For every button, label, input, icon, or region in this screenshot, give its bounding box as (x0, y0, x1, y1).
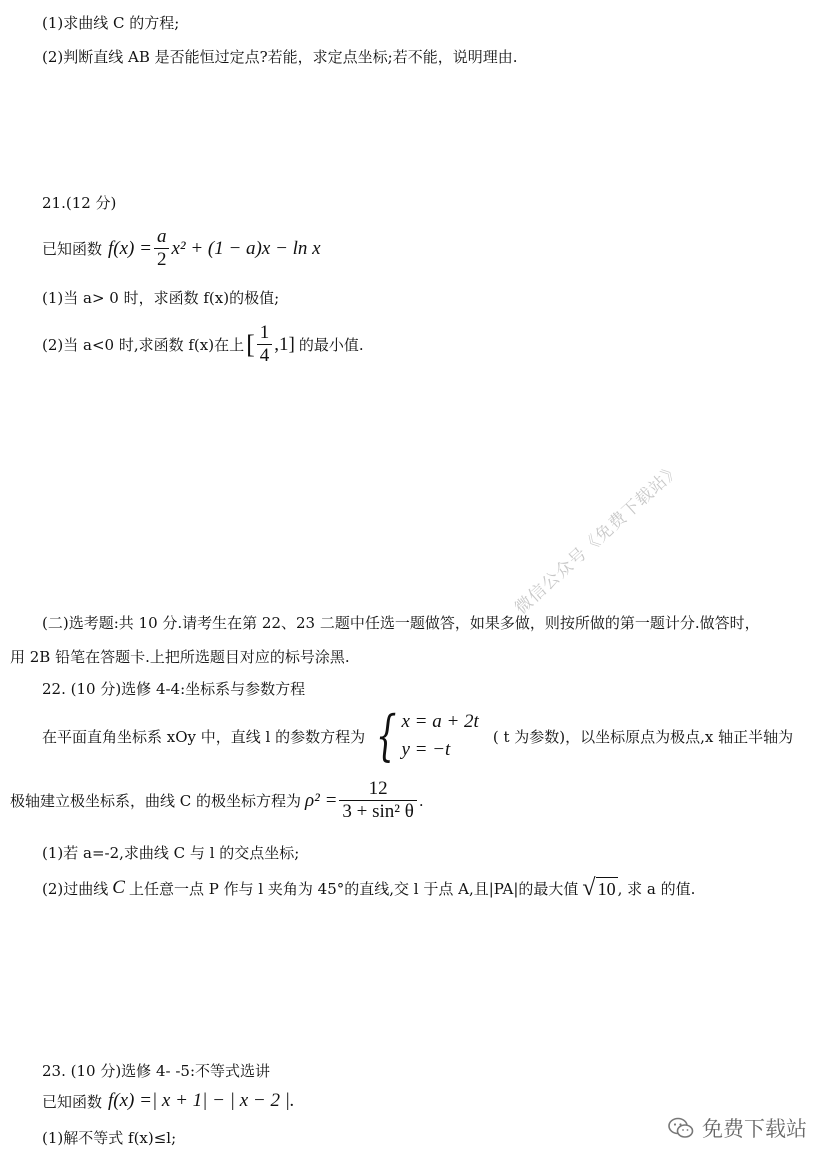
q21-interval-fraction (257, 322, 273, 367)
q22-p2-curve: C (112, 877, 125, 898)
section2-line2: 用 2B 铅笔在答题卡.上把所选题目对应的标号涂黑. (10, 648, 350, 666)
q22-intro (42, 704, 794, 767)
q21-intro: 已知函数 (42, 240, 103, 258)
q22-polar-num: 12 (368, 778, 388, 799)
q22-p2-mid: 上任意一点 P 作与 l 夹角为 45°的直线,交 l 于点 A,且|PA|的最大值 (128, 879, 579, 898)
logo (668, 1113, 807, 1143)
q22-intro-post: ( t 为参数)，以坐标原点为极点,x 轴正半轴为 (492, 727, 794, 746)
q22-intro-pre: 在平面直角坐标系 xOy 中，直线 l 的参数方程为 (42, 727, 366, 746)
q21-bracket-open: [ (246, 329, 255, 359)
q21-func-rhs: x² + (1 − a)x − ln x (171, 237, 321, 259)
q22-brace-icon: { (375, 704, 397, 767)
q22-line2-pre: 极轴建立极坐标系，曲线 C 的极坐标方程为 (10, 792, 302, 810)
sqrt-icon: √ (582, 875, 596, 901)
q22-part1: (1)若 a=-2,求曲线 C 与 l 的交点坐标; (42, 844, 300, 862)
q23-header: 23. (10 分)选修 4- -5:不等式选讲 (42, 1062, 270, 1080)
q21-interval-den: 4 (257, 344, 273, 367)
q23-intro: 已知函数 (42, 1092, 103, 1111)
q20-part1: (1)求曲线 C 的方程; (42, 14, 180, 32)
q21-part2 (42, 322, 364, 367)
q22-polar-line (10, 778, 424, 823)
q22-polar-fraction (339, 778, 416, 823)
q23-part1: (1)解不等式 f(x)≤l; (42, 1129, 177, 1147)
q22-sqrt (582, 876, 617, 900)
q21-func-lhs: f(x) = (108, 237, 152, 259)
q21-part1: (1)当 a> 0 时，求函数 f(x)的极值; (42, 289, 280, 307)
q21-interval-end: ,1] (274, 333, 295, 355)
watermark: 微信公众号《免费下载站》 (511, 459, 686, 619)
q21-interval-num: 1 (259, 322, 270, 343)
q22-polar-den: 3 + sin² θ (339, 800, 416, 823)
q22-rho: ρ² = (305, 789, 338, 811)
q22-header: 22. (10 分)选修 4-4:坐标系与参数方程 (42, 680, 306, 698)
q22-p2-post: , 求 a 的值. (617, 879, 696, 898)
q21-p2-post: 的最小值. (298, 336, 364, 354)
q22-sqrt-value: 10 (597, 879, 616, 899)
q23-func: f(x) =| x + 1| − | x − 2 |. (108, 1090, 295, 1111)
q22-p2-pre: (2)过曲线 (42, 879, 109, 898)
q23-function (42, 1090, 295, 1112)
q22-line2-post: . (418, 791, 424, 810)
q22-parametric-system (369, 704, 479, 767)
q21-frac-den: 2 (154, 248, 170, 271)
q22-part2 (42, 876, 695, 900)
q20-part2: (2)判断直线 AB 是否能恒过定点?若能，求定点坐标;若不能，说明理由. (42, 48, 518, 66)
q21-p2-pre: (2)当 a<0 时,求函数 f(x)在上 (42, 336, 245, 354)
wechat-icon (668, 1117, 694, 1139)
q21-header: 21.(12 分) (42, 194, 117, 212)
section2-line1: (二)选考题:共 10 分.请考生在第 22、23 二题中任选一题做答，如果多做，则按所做的第一题计分.做答时， (42, 614, 760, 632)
q21-frac-num: a (156, 226, 167, 247)
logo-text: 免费下载站 (702, 1117, 807, 1141)
q21-fraction (154, 226, 170, 271)
q21-function (42, 226, 321, 271)
q22-eq1: x = a + 2t (401, 711, 479, 732)
q22-eq2: y = −t (401, 739, 451, 760)
